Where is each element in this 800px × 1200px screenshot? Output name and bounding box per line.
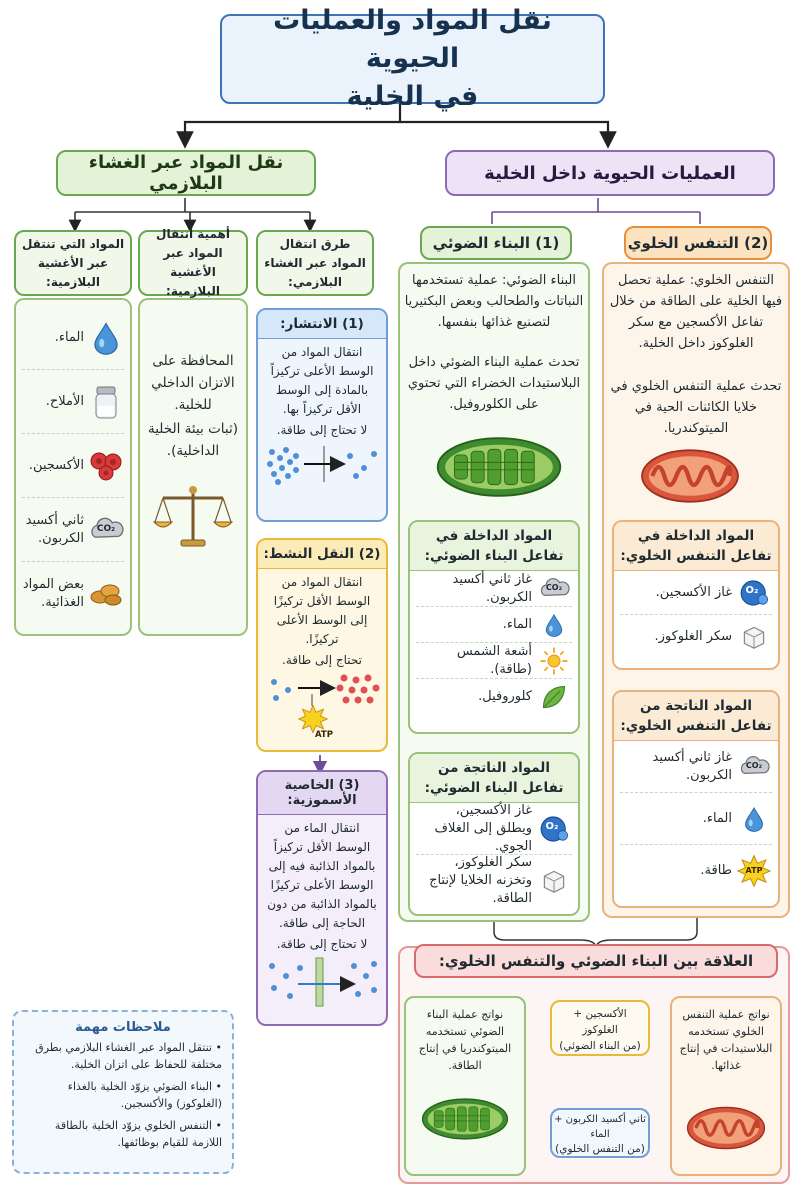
active-transport-diagram — [258, 672, 386, 734]
osmosis-card — [256, 770, 388, 1026]
sun-icon — [536, 643, 572, 679]
balance-scale-icon — [148, 482, 238, 552]
notes-panel — [12, 1010, 234, 1174]
o2-molecule-icon: O₂ — [536, 811, 572, 847]
water-drop-icon — [88, 320, 124, 356]
respiration-definition: التنفس الخلوي: عملية تحصل فيها الخلية على الطاقة من خلال تفاعل الأكسجين مع سكر الغلوكوز داخل الخلية. — [609, 273, 783, 351]
importance-note: (ثبات بيئة الخلية الداخلية). — [147, 421, 238, 459]
relation-title: العلاقة بين البناء الضوئي والتنفس الخلوي: — [414, 944, 778, 978]
list-item: CO₂ ثاني أكسيد الكربون. — [22, 498, 124, 562]
importance-box — [138, 298, 248, 636]
relation-right-text: نواتج عملية التنفس الخلوي تستخدمه البلاستيدات في إنتاج غذائها. — [679, 1008, 773, 1072]
relation-products-photosynthesis: الأكسجين + الغلوكوز (من البناء الضوئي) — [550, 1000, 650, 1056]
osmosis-note: لا تحتاج إلى طاقة. — [276, 937, 368, 951]
diffusion-title: (1) الانتشار: — [258, 310, 386, 339]
osmosis-diagram — [258, 956, 386, 1008]
list-item: الماء. — [22, 306, 124, 370]
list-item: سكر الغلوكوز، وتخزنه الخلايا لإنتاج الطاقة. — [416, 855, 572, 907]
list-item: الماء. — [416, 607, 572, 643]
relation-left-card — [404, 996, 526, 1176]
list-item: O₂ غاز الأكسجين. — [620, 571, 772, 615]
note-item: • التنفس الخلوي يزوّد الخلية بالطاقة اللازمة للقيام بوظائفها. — [54, 1119, 222, 1149]
o2-molecule-icon: O₂ — [736, 575, 772, 611]
importance-header: أهمية انتقال المواد عبر الأغشية البلازمية: — [138, 230, 248, 296]
respiration-outputs — [612, 690, 780, 908]
atp-label: ATP — [315, 730, 333, 740]
list-item: O₂ غاز الأكسجين، ويطلق إلى الغلاف الجوي. — [416, 803, 572, 855]
photosynthesis-location: تحدث عملية البناء الضوئي داخل البلاستيدات الخضراء التي تحتوي على الكلوروفيل. — [407, 355, 581, 412]
note-item: • تنتقل المواد عبر الغشاء البلازمي بطرق مختلفة للحفاظ على اتزان الخلية. — [35, 1041, 222, 1071]
right-branch-title: العمليات الحيوية داخل الخلية — [445, 150, 775, 196]
list-item: الأكسجين. — [22, 434, 124, 498]
list-item: سكر الغلوكوز. — [620, 615, 772, 659]
list-item: أشعة الشمس (طاقة). — [416, 643, 572, 679]
notes-title: ملاحظات مهمة — [75, 1020, 171, 1035]
list-item: CO₂ غاز ثاني أكسيد الكربون. — [620, 741, 772, 793]
photosynthesis-inputs-title: المواد الداخلة في تفاعل البناء الضوئي: — [410, 522, 578, 571]
co2-cloud-icon: CO₂ — [536, 571, 572, 607]
respiration-outputs-title: المواد الناتجة من تفاعل التنفس الخلوي: — [614, 692, 778, 741]
chloroplast-icon — [434, 432, 564, 502]
osmosis-title: (3) الخاصية الأسموزية: — [258, 772, 386, 815]
salt-shaker-icon — [88, 384, 124, 420]
food-nuggets-icon — [88, 576, 124, 612]
mitochondria-icon — [678, 1104, 774, 1152]
photosynthesis-definition: البناء الضوئي: عملية تستخدمها النباتات والطحالب وبعض البكتيريا لتصنيع غذائها بنفسها. — [404, 273, 584, 330]
chloroplast-icon — [412, 1096, 518, 1142]
active-transport-title: (2) النقل النشط: — [258, 540, 386, 569]
importance-text: المحافظة على الاتزان الداخلي للخلية. — [151, 353, 235, 413]
title-line-1: نقل المواد والعمليات الحيوية — [273, 5, 552, 74]
page-title — [220, 5, 605, 112]
co2-cloud-icon: CO₂ — [736, 749, 772, 785]
title-line-2: في الخلية — [346, 81, 479, 112]
diffusion-text: انتقال المواد من الوسط الأعلى تركيزاً بالمادة إلى الوسط الأقل تركيزاً بها. — [270, 345, 374, 416]
photosynthesis-inputs — [408, 520, 580, 734]
list-item: بعض المواد الغذائية. — [22, 562, 124, 626]
respiration-inputs-title: المواد الداخلة في تفاعل التنفس الخلوي: — [614, 522, 778, 571]
active-transport-text: انتقال المواد من الوسط الأقل تركيزًا إلى الوسط الأعلى تركيزًا. — [273, 575, 371, 646]
methods-header: طرق انتقال المواد عبر الغشاء البلازمي: — [256, 230, 374, 296]
active-transport-card — [256, 538, 388, 752]
sugar-cube-icon — [536, 863, 572, 899]
list-item: كلوروفيل. — [416, 679, 572, 715]
leaf-icon — [536, 679, 572, 715]
note-item: • البناء الضوئي يزوّد الخلية بالغذاء (الغلوكوز) والأكسجين. — [67, 1080, 222, 1110]
relation-products-respiration: ثاني أكسيد الكربون + الماء (من التنفس الخلوي) — [550, 1108, 650, 1158]
active-transport-note: تحتاج إلى طاقة. — [282, 653, 362, 667]
left-branch-title: نقل المواد عبر الغشاء البلازمي — [56, 150, 316, 196]
diffusion-diagram — [258, 442, 386, 486]
water-drop-icon — [736, 801, 772, 837]
photosynthesis-outputs — [408, 752, 580, 916]
respiration-header: (2) التنفس الخلوي — [624, 226, 772, 260]
mitochondria-icon — [632, 446, 748, 506]
respiration-inputs — [612, 520, 780, 670]
diffusion-card — [256, 308, 388, 522]
materials-list — [14, 298, 132, 636]
red-blood-cells-icon — [88, 448, 124, 484]
osmosis-text: انتقال الماء من الوسط الأقل تركيزاً بالمواد الذائبة فيه إلى الوسط الأعلى تركيزًا بالمواد الذائبة من دون الحاجة إلى طاقة. — [267, 821, 377, 930]
water-drop-icon — [536, 607, 572, 643]
list-item: الماء. — [620, 793, 772, 845]
list-item: الأملاح. — [22, 370, 124, 434]
respiration-location: تحدث عملية التنفس الخلوي في خلايا الكائنات الحية في الميتوكندريا. — [610, 379, 782, 436]
atp-icon: ATP — [736, 853, 772, 889]
co2-cloud-icon: CO₂ — [88, 512, 124, 548]
photosynthesis-outputs-title: المواد الناتجة من تفاعل البناء الضوئي: — [410, 754, 578, 803]
list-item: ATP طاقة. — [620, 845, 772, 897]
diffusion-note: لا تحتاج إلى طاقة. — [276, 423, 368, 437]
relation-left-text: نواتج عملية البناء الضوئي تستخدمه الميتوكندريا في إنتاج الطاقة. — [418, 1008, 512, 1072]
relation-right-card — [670, 996, 782, 1176]
photosynthesis-header: (1) البناء الضوئي — [420, 226, 572, 260]
sugar-cube-icon — [736, 619, 772, 655]
materials-header: المواد التي تنتقل عبر الأغشية البلازمية: — [14, 230, 132, 296]
list-item: CO₂ غاز ثاني أكسيد الكربون. — [416, 571, 572, 607]
